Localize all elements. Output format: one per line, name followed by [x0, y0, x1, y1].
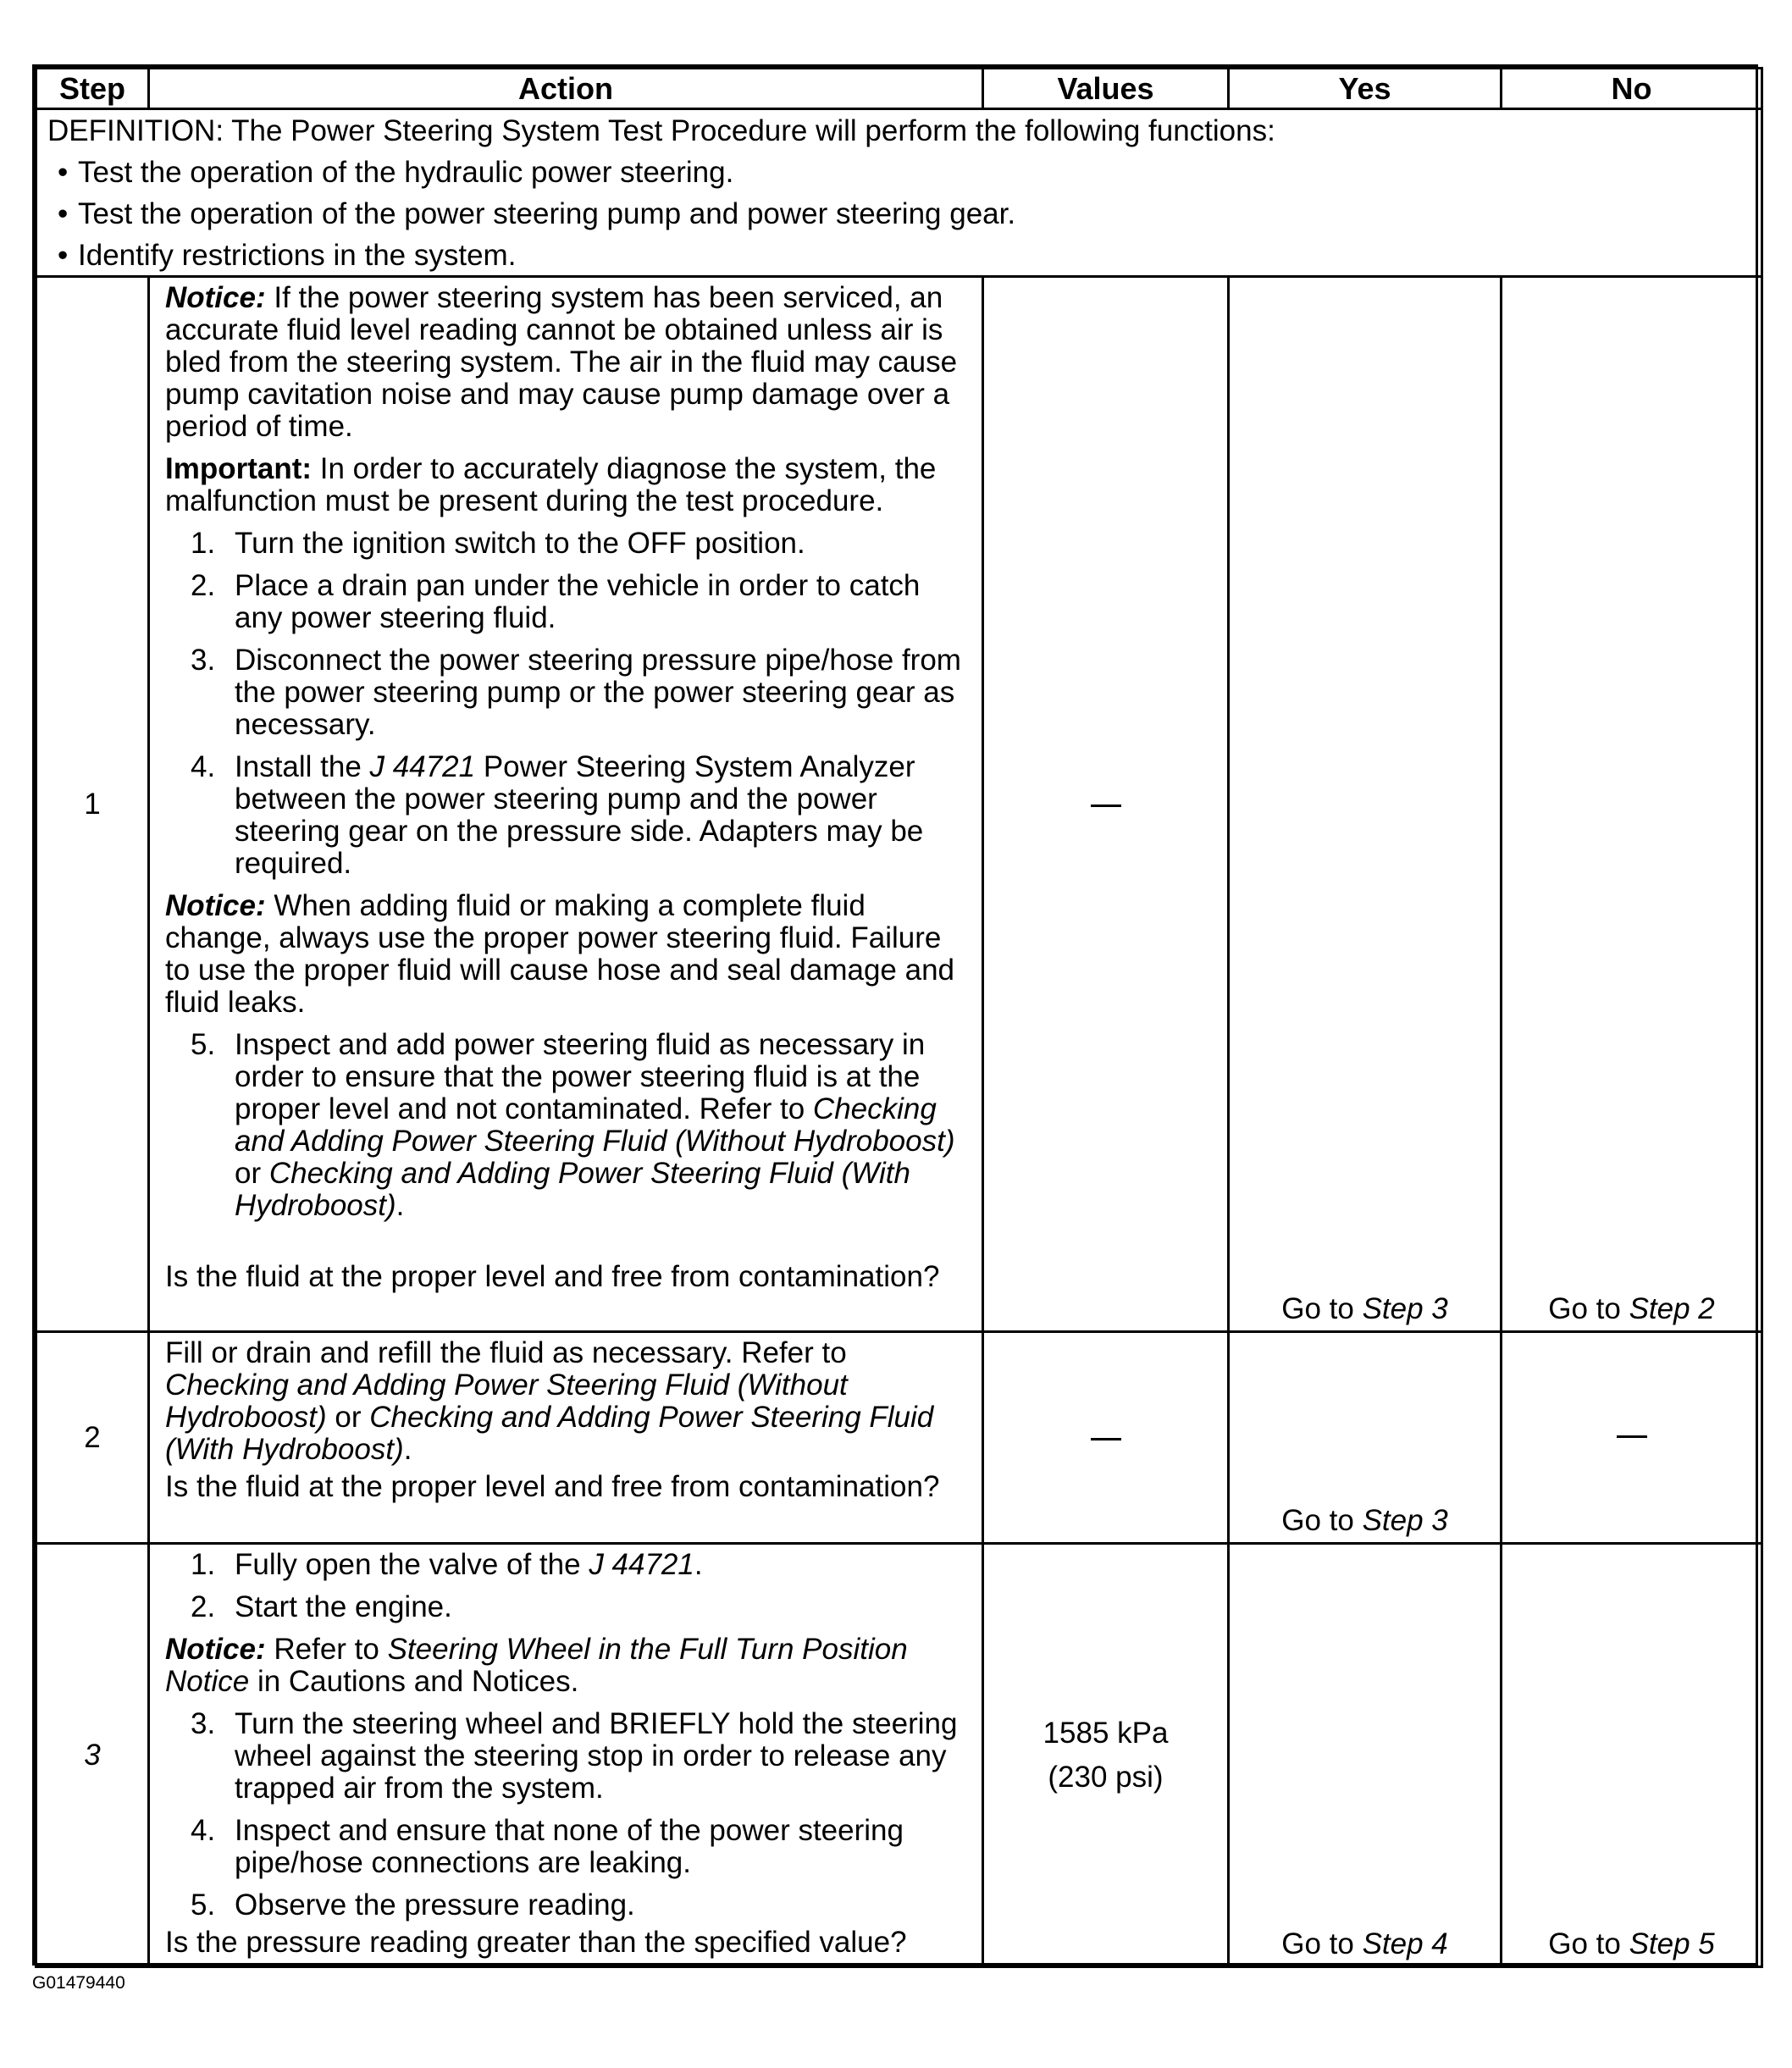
header-yes: Yes	[1229, 69, 1502, 109]
step-number: 3	[36, 1544, 149, 1967]
important-paragraph: Important: In order to accurately diagnose the system, the malfunction must be present during the test procedure.	[165, 452, 937, 517]
pressure-value-psi: (230 psi)	[1048, 1760, 1164, 1794]
definition-cell	[36, 109, 1762, 277]
procedure-reference-link: Checking and Adding Power Steering Fluid (With Hydroboost)	[235, 1157, 910, 1222]
procedure-item: 3. Turn the steering wheel and BRIEFLY hold the steering wheel against the steering stop in order to release any trapped air from the system.	[191, 1707, 958, 1805]
step-number: 1	[36, 277, 149, 1332]
bullet-icon: •	[58, 197, 69, 230]
step-values	[983, 277, 1229, 1332]
step-question: Is the fluid at the proper level and free from contamination?	[165, 1260, 940, 1293]
procedure-item: 2. Start the engine.	[191, 1590, 452, 1623]
definition-bullet: • Test the operation of the power steering pump and power steering gear.	[58, 197, 1016, 230]
procedure-item: 2. Place a drain pan under the vehicle in order to catch any power steering fluid.	[191, 569, 921, 634]
header-step: Step	[36, 69, 149, 109]
procedure-item: 1. Turn the ignition switch to the OFF position.	[191, 527, 805, 560]
diagnostic-table-frame	[32, 64, 1758, 1966]
no-result	[1502, 1332, 1762, 1544]
power-steering-test-table	[35, 67, 1763, 1968]
bullet-icon: •	[58, 156, 69, 189]
procedure-item: 4. Inspect and ensure that none of the power steering pipe/hose connections are leaking.	[191, 1814, 904, 1879]
notice-paragraph: Notice: Refer to Steering Wheel in the Full Turn Position Notice in Cautions and Notices.	[165, 1633, 908, 1698]
notice-paragraph: Notice: When adding fluid or making a complete fluid change, always use the proper power steering fluid. Failure to use the proper fluid will cause hose and seal damage and fluid leaks.	[165, 889, 954, 1019]
notice-paragraph: Notice: If the power steering system has been serviced, an accurate fluid level reading cannot be obtained unless air is bled from the steering system. The air in the fluid may cause pump cavitation noise and may cause pump damage over a period of time.	[165, 281, 958, 443]
header-values: Values	[983, 69, 1229, 109]
yes-result: Go to Step 4	[1229, 1544, 1502, 1967]
definition-bullet: • Test the operation of the hydraulic power steering.	[58, 156, 734, 189]
tool-reference: J 44721	[589, 1548, 694, 1581]
yes-result: Go to Step 3	[1229, 277, 1502, 1332]
tool-reference: J 44721	[369, 750, 476, 783]
definition-row	[36, 109, 1762, 277]
figure-id: G01479440	[32, 1973, 125, 1993]
definition-bullet: • Identify restrictions in the system.	[58, 239, 517, 272]
procedure-item: 3. Disconnect the power steering pressure pipe/hose from the power steering pump or the power steering gear as necessary.	[191, 644, 961, 741]
procedure-item: 5. Inspect and add power steering fluid as necessary in order to ensure that the power steering fluid is at the proper level and not contaminated. Refer to Checking and Adding Power Steering Fluid (Without Hydroboost) or Checking and Adding Power Steering Fluid (With Hydroboost).	[191, 1028, 955, 1222]
step-question: Is the fluid at the proper level and free from contamination?	[165, 1470, 940, 1503]
no-result: Go to Step 5	[1502, 1544, 1762, 1967]
procedure-reference-link: Steering Wheel in the Full Turn Position Notice	[165, 1633, 908, 1698]
definition-intro: DEFINITION: The Power Steering System Test Procedure will perform the following functions:	[47, 114, 1275, 147]
step-action	[149, 277, 983, 1332]
bullet-icon: •	[58, 239, 69, 272]
procedure-reference-link: Checking and Adding Power Steering Fluid (With Hydroboost)	[165, 1401, 934, 1466]
procedure-item: 1. Fully open the valve of the J 44721.	[191, 1548, 703, 1581]
procedure-item: 4. Install the J 44721 Power Steering System Analyzer between the power steering pump and the power steering gear on the pressure side. Adapters may be required.	[191, 750, 924, 880]
procedure-reference-link: Checking and Adding Power Steering Fluid (Without Hydroboost)	[235, 1092, 955, 1158]
step-values	[983, 1544, 1229, 1967]
step-action	[149, 1544, 983, 1967]
em-dash	[1091, 805, 1121, 807]
step-row-3	[36, 1544, 1762, 1967]
step-values	[983, 1332, 1229, 1544]
step-action	[149, 1332, 983, 1544]
header-row	[36, 69, 1762, 109]
em-dash	[1091, 1438, 1121, 1440]
header-no: No	[1502, 69, 1762, 109]
step-row-2	[36, 1332, 1762, 1544]
step-number: 2	[36, 1332, 149, 1544]
header-action: Action	[149, 69, 983, 109]
procedure-item: 5. Observe the pressure reading.	[191, 1888, 635, 1921]
step-row-1	[36, 277, 1762, 1332]
yes-result: Go to Step 3	[1229, 1332, 1502, 1544]
instruction-paragraph: Fill or drain and refill the fluid as necessary. Refer to Checking and Adding Power Steering Fluid (Without Hydroboost) or Checking and Adding Power Steering Fluid (With Hydroboost).	[165, 1336, 934, 1466]
em-dash	[1617, 1435, 1647, 1438]
procedure-reference-link: Checking and Adding Power Steering Fluid (Without Hydroboost)	[165, 1369, 848, 1434]
step-question: Is the pressure reading greater than the specified value?	[165, 1926, 907, 1959]
pressure-value-kpa: 1585 kPa	[1043, 1716, 1169, 1750]
no-result: Go to Step 2	[1502, 277, 1762, 1332]
